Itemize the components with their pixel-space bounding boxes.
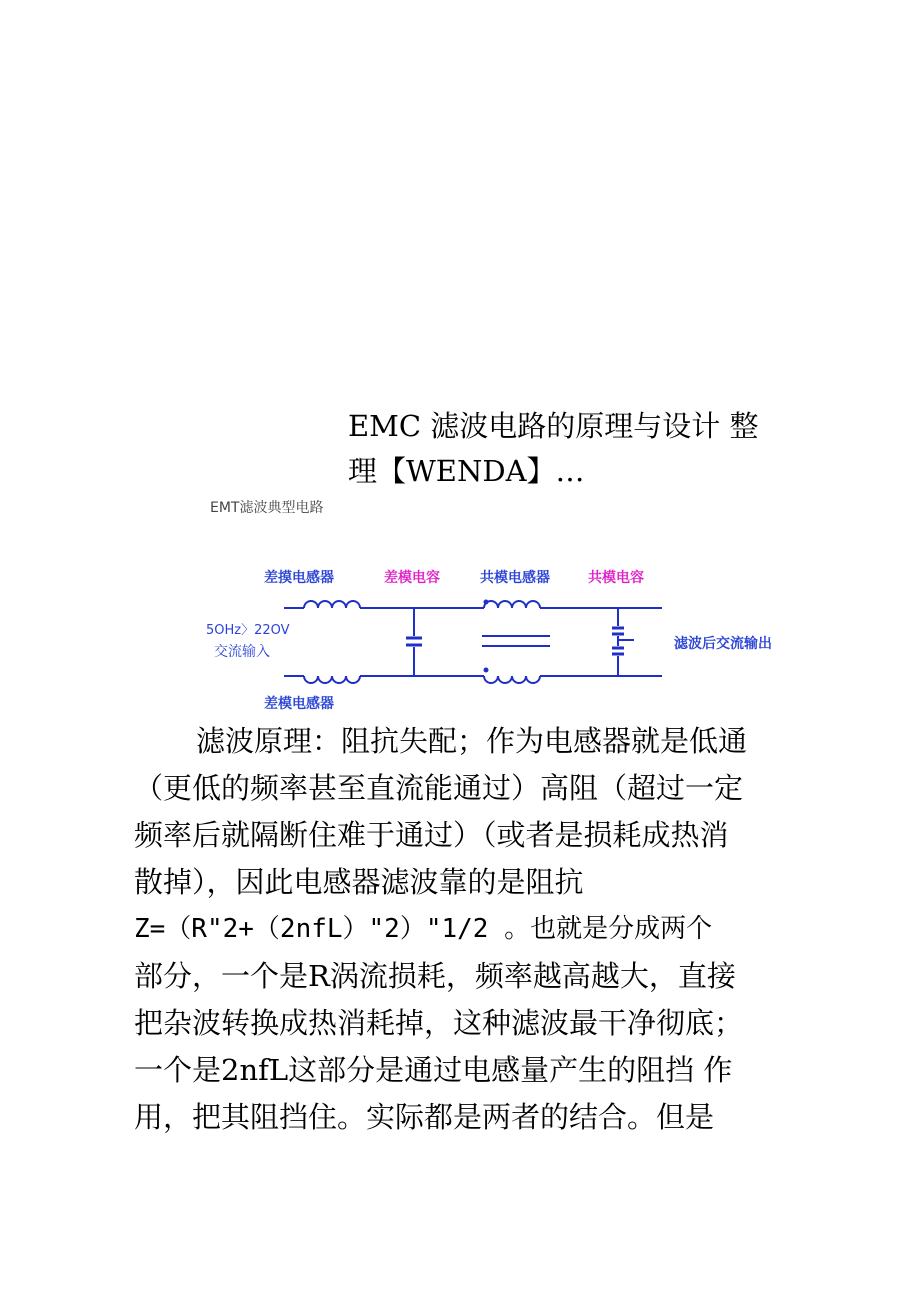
label-filtered-output: 滤波后交流输出 bbox=[674, 636, 772, 652]
body-line: 一个是2nfL这部分是通过电感量产生的阻挡 作 bbox=[134, 1053, 733, 1087]
emc-filter-circuit-diagram bbox=[200, 490, 810, 718]
label-cm-inductor: 共模电感器 bbox=[480, 570, 550, 586]
label-ac-input: 交流输入 bbox=[214, 644, 270, 660]
label-cm-capacitor: 共模电容 bbox=[588, 570, 644, 586]
diagram-caption: EMT滤波典型电路 bbox=[210, 500, 324, 516]
body-line: 频率后就隔断住难于通过）（或者是损耗成热消 bbox=[134, 818, 729, 852]
dm-inductor-top-coil bbox=[304, 601, 360, 608]
document-title bbox=[348, 404, 788, 494]
circuit-wiring bbox=[284, 601, 662, 683]
body-line: 部分，一个是R涡流损耗，频率越高越大，直接 bbox=[134, 959, 736, 993]
body-line-formula: Z=（R"2+（2nfL）"2）"1/2 。也就是分成两个 bbox=[134, 914, 713, 944]
body-line: 散掉），因此电感器滤波靠的是阻抗 bbox=[134, 865, 584, 899]
cm-inductor-bottom-coil bbox=[484, 676, 540, 683]
title-line-2: 理【WENDA】… bbox=[348, 454, 585, 488]
body-paragraph bbox=[134, 718, 794, 1141]
title-line-1: EMC 滤波电路的原理与设计 整 bbox=[348, 409, 759, 443]
label-dm-inductor-top: 差摸电感器 bbox=[264, 570, 334, 586]
label-input-spec: 5OHz〉22OV bbox=[206, 623, 290, 638]
label-dm-capacitor: 差模电容 bbox=[384, 570, 440, 586]
body-line: 滤波原理：阻抗失配；作为电感器就是低通 bbox=[196, 724, 748, 758]
body-line: 用，把其阻挡住。实际都是两者的结合。但是 bbox=[134, 1100, 715, 1134]
dm-inductor-bottom-coil bbox=[304, 676, 360, 683]
body-line: （更低的频率甚至直流能通过）高阻（超过一定 bbox=[134, 771, 744, 805]
label-dm-inductor-bottom: 差模电感器 bbox=[264, 696, 334, 712]
body-line: 把杂波转换成热消耗掉，这种滤波最干净彻底； bbox=[134, 1006, 744, 1040]
cm-inductor-top-coil bbox=[484, 601, 540, 608]
